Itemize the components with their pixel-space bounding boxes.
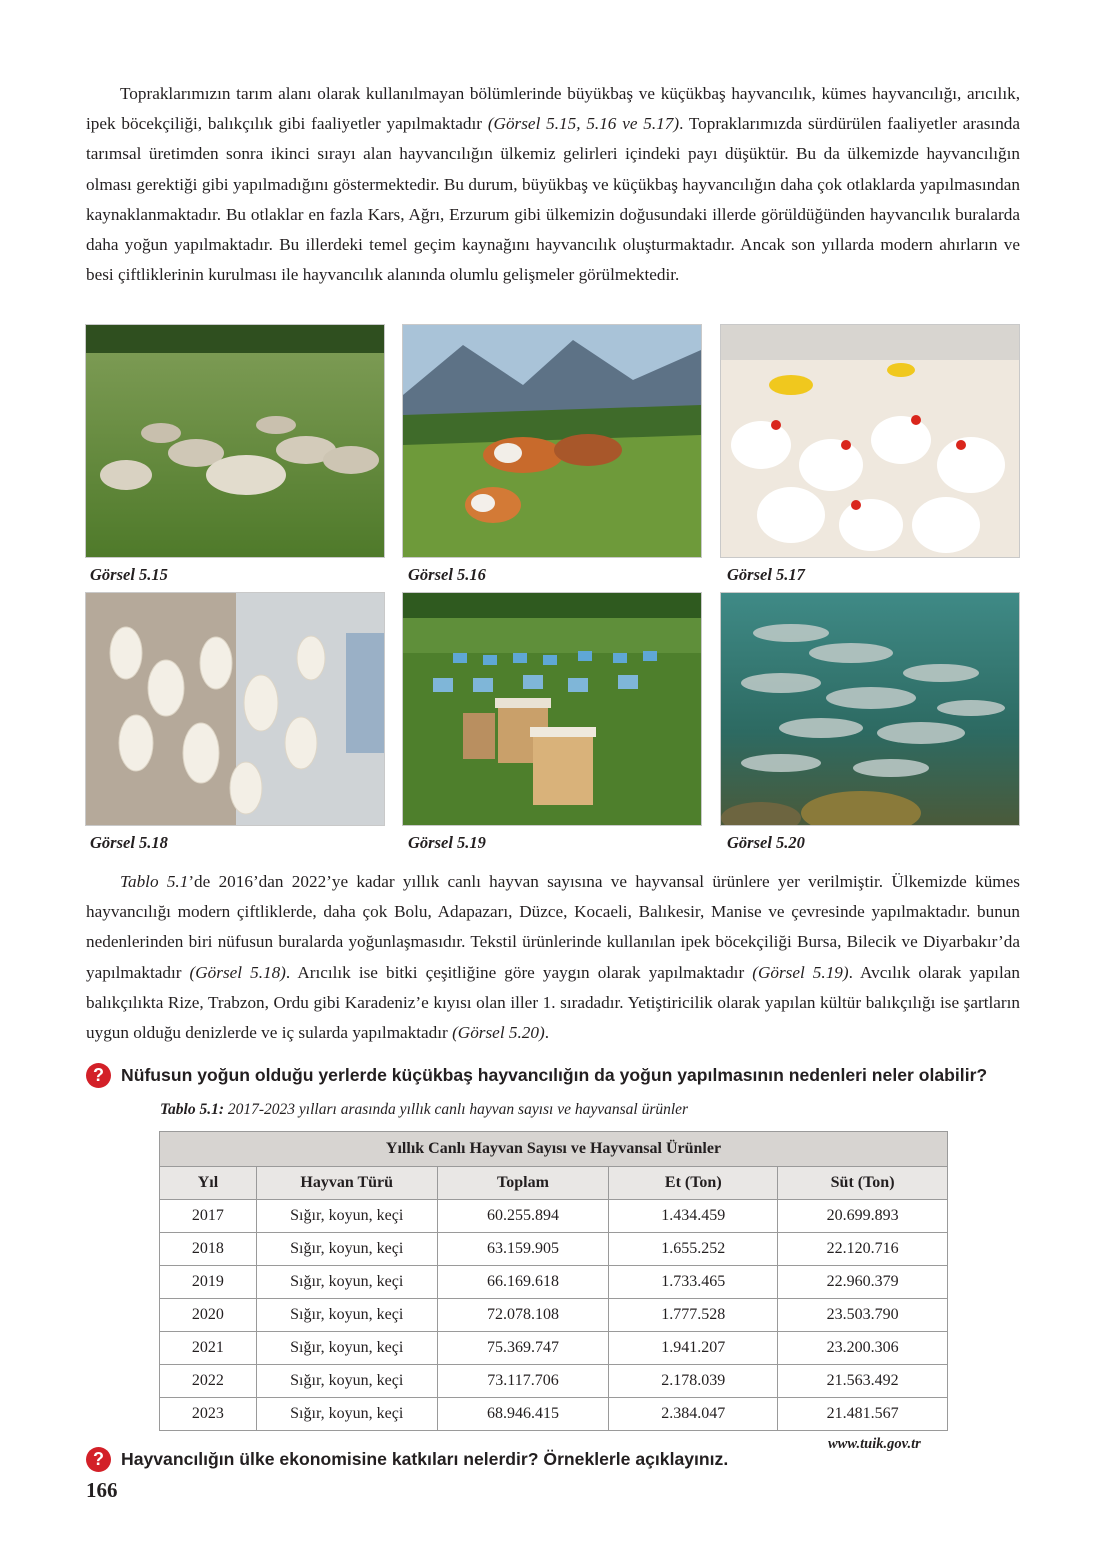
chicken-farm-photo	[721, 325, 1019, 557]
figure-reference: (Görsel 5.18)	[189, 962, 286, 982]
figure-caption: Görsel 5.15	[90, 565, 168, 584]
beehives-photo	[403, 593, 701, 825]
question-text: Nüfusun yoğun olduğu yerlerde küçükbaş hayvancılığın da yoğun yapılmasının nedenleri neler olabilir?	[121, 1065, 988, 1085]
livestock-table	[159, 1131, 948, 1431]
column-header: Toplam	[437, 1167, 609, 1200]
figure-caption: Görsel 5.16	[408, 565, 486, 584]
figure-reference: (Görsel 5.19)	[752, 962, 849, 982]
table-row: 2022 Sığır, koyun, keçi 73.117.706 2.178.039 21.563.492	[160, 1365, 948, 1398]
fish-school-photo	[721, 593, 1019, 825]
column-header: Süt (Ton)	[778, 1167, 948, 1200]
figure-caption: Görsel 5.17	[727, 565, 805, 584]
cows-mountain-photo	[403, 325, 701, 557]
table-title: Yıllık Canlı Hayvan Sayısı ve Hayvansal Ürünler	[160, 1132, 948, 1167]
figure-caption: Görsel 5.20	[727, 833, 805, 852]
table-row: 2019 Sığır, koyun, keçi 66.169.618 1.733.465 22.960.379	[160, 1266, 948, 1299]
table-row: 2021 Sığır, koyun, keçi 75.369.747 1.941.207 23.200.306	[160, 1332, 948, 1365]
figure-caption: Görsel 5.19	[408, 833, 486, 852]
column-header: Hayvan Türü	[256, 1167, 437, 1200]
body-paragraph: Tablo 5.1’de 2016’dan 2022’ye kadar yıllık canlı hayvan sayısına ve hayvansal ürünlere yer verilmiştir. Ülkemizde kümes hayvancılığı modern çiftliklerde, daha çok Bolu, Adapazarı, Düzce, Kocaeli, Balıkesir, Manise ve çevresinde yapılmaktadır. bunun nedenlerinden biri nüfusun buralarda yoğunlaşmasıdır. Tekstil ürünlerinde kullanılan ipek böcekçiliği Bursa, Bilecik ve Diyarbakır’da yapılmaktadır (Görsel 5.18). Arıcılık ise bitki çeşitliğine göre yaygın olarak yapılmaktadır (Görsel 5.19). Avcılık olarak yapılan balıkçılıkta Rize, Trabzon, Ordu gibi Karadeniz’e kıyısı olan iller 1. sıradadır. Yetiştiricilik olarak yapılan kültür balıkçılığı ise şartların uygun olduğu denizlerde ve iç sularda yapılmaktadır (Görsel 5.20).	[86, 872, 1020, 1043]
silk-cocoons-photo	[86, 593, 384, 825]
source-link: www.tuik.gov.tr	[828, 1436, 921, 1452]
table-row: 2017 Sığır, koyun, keçi 60.255.894 1.434.459 20.699.893	[160, 1200, 948, 1233]
sheep-pasture-photo	[86, 325, 384, 557]
table-caption: Tablo 5.1: 2017-2023 yılları arasında yıllık canlı hayvan sayısı ve hayvansal ürünler	[160, 1101, 689, 1118]
figure-reference: (Görsel 5.20)	[452, 1023, 545, 1043]
figure-reference: (Görsel 5.15, 5.16 ve 5.17)	[487, 114, 680, 134]
table-row: 2020 Sığır, koyun, keçi 72.078.108 1.777.528 23.503.790	[160, 1299, 948, 1332]
column-header: Et (Ton)	[609, 1167, 778, 1200]
discussion-question	[86, 1063, 987, 1088]
intro-paragraph: Topraklarımızın tarım alanı olarak kullanılmayan bölümlerinde büyükbaş ve küçükbaş hayvancılık, kümes hayvancılığı, arıcılık, ipek böcekçiliği, balıkçılık gibi faaliyetler yapılmaktadır (Görsel 5.15, 5.16 ve 5.17). Topraklarımızda sürdürülen faaliyetler arasında tarımsal üretimden sonra ikinci sırayı alan hayvancılığın ülkemiz gelirleri içindeki payı düşüktür. Bu da ülkemizde hayvancılığın olması gerektiği gibi yapılmadığını göstermektedir. Bu durum, büyükbaş ve küçükbaş hayvancılığın daha çok otlaklarda yapılmasından kaynaklanmaktadır. Bu otlaklar en fazla Kars, Ağrı, Erzurum gibi ülkemizin doğusundaki illerde görüldüğünden hayvancılık buralarda daha yoğun yapılmaktadır. Bu illerdeki temel geçim kaynağını hayvancılık oluşturmaktadır. Ancak son yıllarda modern ahırların ve besi çiftliklerinin kurulması ile hayvancılık alanında olumlu gelişmeler görülmektedir.	[86, 84, 1021, 285]
discussion-question	[86, 1447, 728, 1472]
question-mark-icon: ?	[86, 1063, 111, 1088]
table-row: 2018 Sığır, koyun, keçi 63.159.905 1.655.252 22.120.716	[160, 1233, 948, 1266]
table-reference: Tablo 5.1	[120, 872, 189, 891]
question-mark-icon: ?	[86, 1447, 111, 1472]
figure-caption: Görsel 5.18	[90, 833, 168, 852]
table-row: 2023 Sığır, koyun, keçi 68.946.415 2.384.047 21.481.567	[160, 1398, 948, 1431]
page-number: 166	[86, 1478, 118, 1502]
column-header: Yıl	[160, 1167, 257, 1200]
question-text: Hayvancılığın ülke ekonomisine katkıları nelerdir? Örneklerle açıklayınız.	[121, 1449, 729, 1469]
